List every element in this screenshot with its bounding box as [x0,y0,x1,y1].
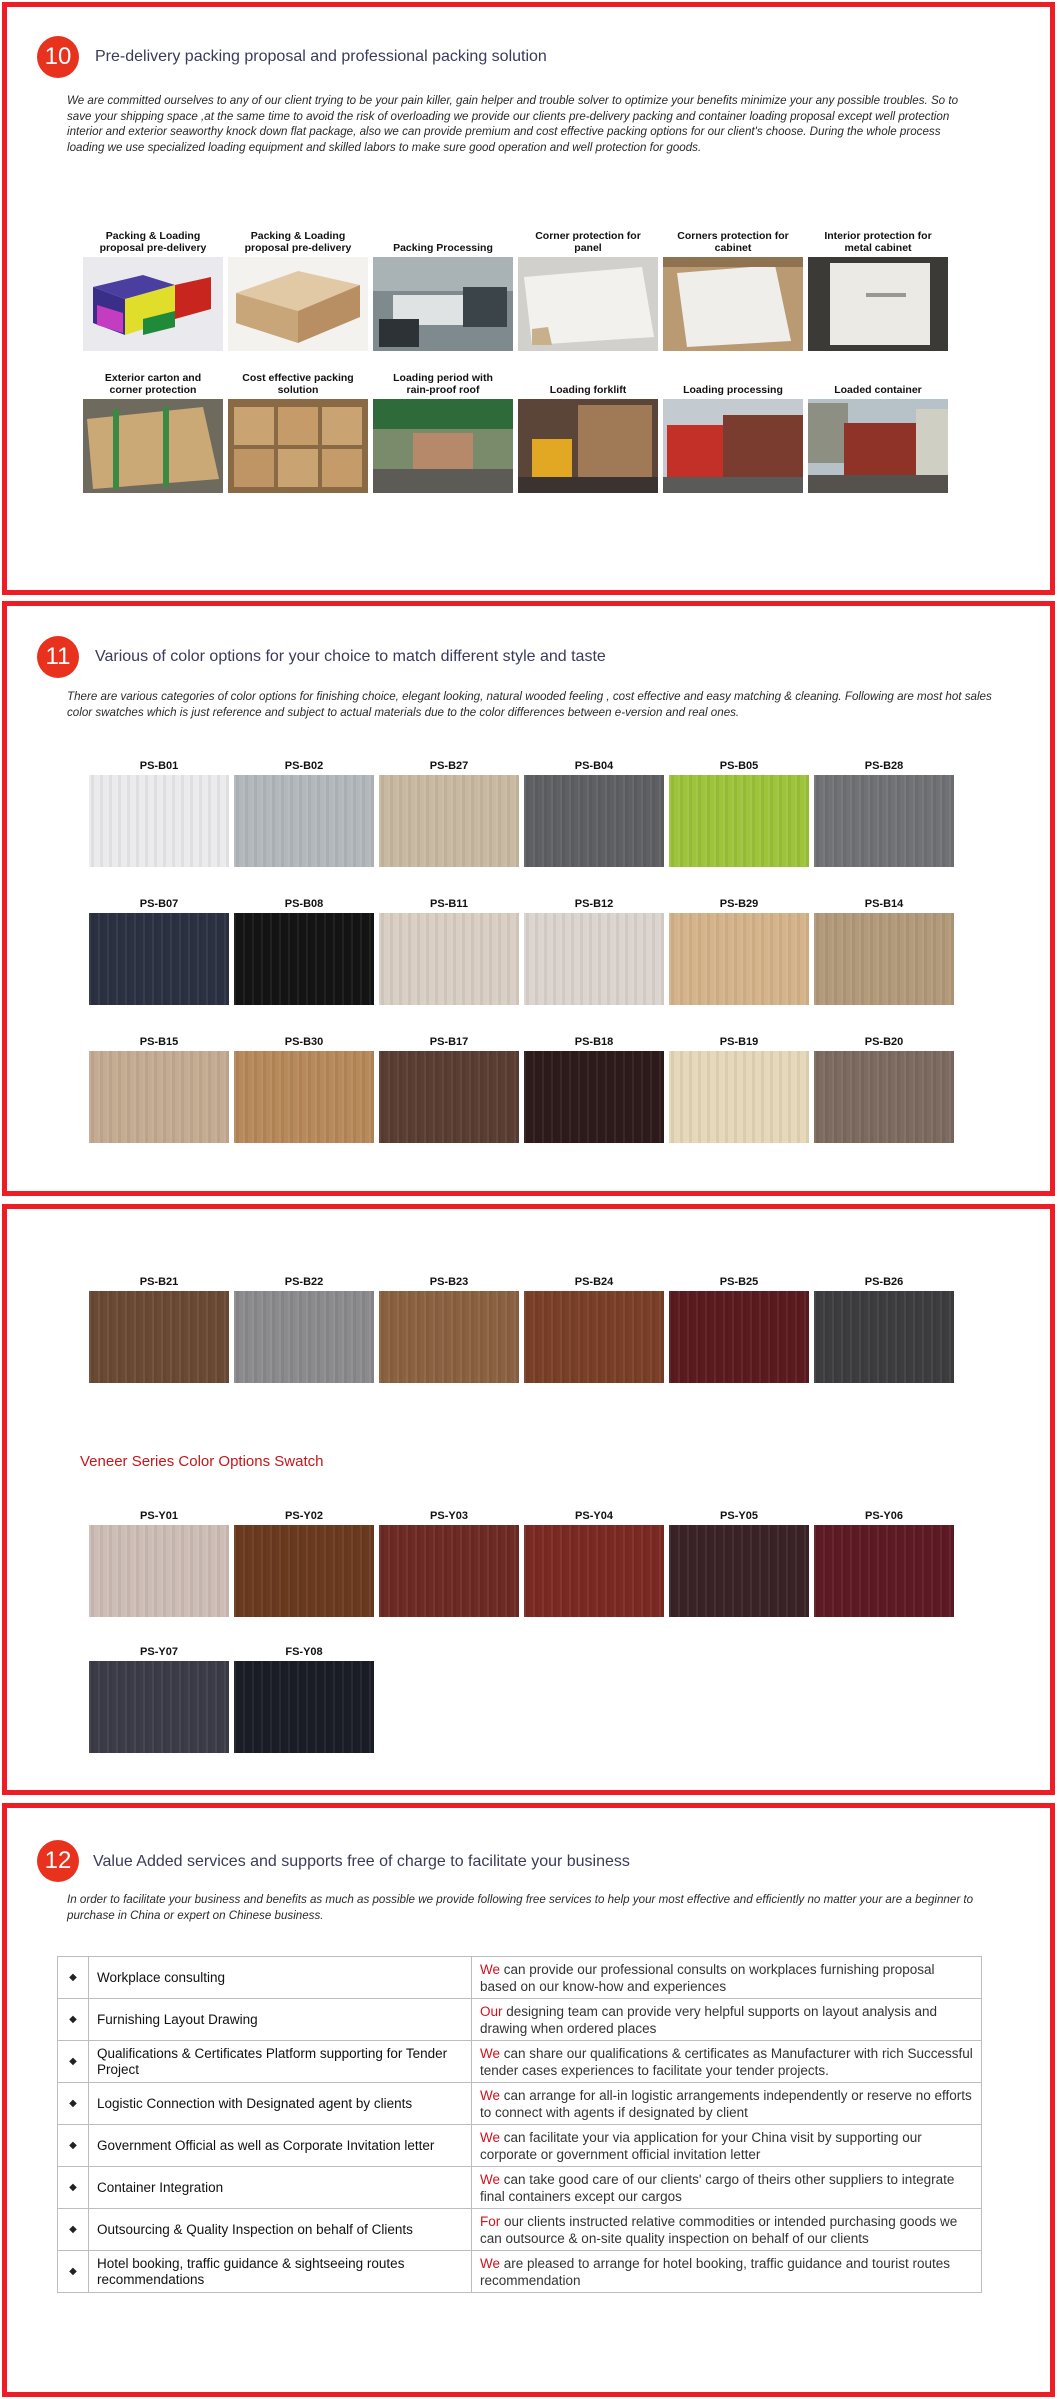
swatch-code-label: PS-B01 [139,760,179,772]
color-swatch [89,897,229,1005]
swatch-color-chip [89,1661,229,1753]
photo-tile [663,230,803,351]
swatch-code-label: PS-B19 [719,1036,759,1048]
color-swatch [89,759,229,867]
color-swatch [524,897,664,1005]
swatch-color-chip [379,1525,519,1617]
service-row [58,2083,982,2125]
swatch-color-chip [89,1291,229,1383]
swatch-color-chip [524,913,664,1005]
photo-tile [373,372,513,493]
service-description-text: can facilitate your via application for your China visit by supporting our corporate or government official invitation letter [480,2129,922,2162]
service-name: Qualifications & Certificates Platform supporting for Tender Project [89,2041,472,2083]
service-description-lead: We [480,2171,501,2187]
swatch-code-label: PS-B26 [864,1276,904,1288]
bullet-diamond-icon: ◆ [58,2251,89,2293]
service-description [472,2083,982,2125]
veneer-series-heading: Veneer Series Color Options Swatch [80,1453,324,1470]
color-swatch [234,759,374,867]
color-swatch [234,1275,374,1383]
swatch-code-label: PS-B18 [574,1036,614,1048]
photo-caption: Packing & Loading proposal pre-delivery [99,230,207,254]
services-table [57,1956,982,2293]
swatch-color-chip [234,775,374,867]
swatch-color-chip [379,913,519,1005]
color-swatch [379,1035,519,1143]
service-description-lead: We [480,2129,501,2145]
service-description-text: our clients instructed relative commodities or intended purchasing goods we can outsource & on-site quality inspection on behalf of our clients [480,2213,958,2246]
bullet-diamond-icon: ◆ [58,1999,89,2041]
swatch-color-chip [89,913,229,1005]
bullet-diamond-icon: ◆ [58,2167,89,2209]
swatch-color-chip [234,1525,374,1617]
packing-processing-image [373,257,513,351]
swatch-code-label: PS-B02 [284,760,324,772]
service-row [58,2209,982,2251]
color-swatch [89,1509,229,1617]
service-row [58,1999,982,2041]
service-description [472,1957,982,1999]
exterior-carton-image [83,399,223,493]
photo-tile [663,383,803,493]
service-description [472,2167,982,2209]
swatch-color-chip [234,1051,374,1143]
service-description [472,2251,982,2293]
color-swatch [379,897,519,1005]
photo-caption: Packing & Loading proposal pre-delivery [244,230,352,254]
service-row [58,1957,982,1999]
color-swatch [234,1509,374,1617]
service-description-text: designing team can provide very helpful supports on layout analysis and drawing when ordered places [480,2003,938,2036]
swatch-color-chip [669,775,809,867]
color-swatch [814,1275,954,1383]
swatch-color-chip [814,1525,954,1617]
swatch-code-label: PS-B20 [864,1036,904,1048]
color-swatch [669,1275,809,1383]
packing-proposal-cartons-image [228,257,368,351]
service-name: Government Official as well as Corporate Invitation letter [89,2125,472,2167]
swatch-color-chip [379,1051,519,1143]
color-swatch [89,1275,229,1383]
corner-protection-cabinet-image [663,257,803,351]
bullet-diamond-icon: ◆ [58,1957,89,1999]
swatch-code-label: PS-B25 [719,1276,759,1288]
swatch-code-label: PS-B05 [719,760,759,772]
photo-caption: Packing Processing [393,241,493,254]
swatch-color-chip [814,1291,954,1383]
loaded-container-image [808,399,948,493]
photo-tile [373,241,513,351]
photo-caption: Loaded container [834,383,922,396]
service-name: Furnishing Layout Drawing [89,1999,472,2041]
section-title: Various of color options for your choice to match different style and taste [95,648,606,665]
swatch-color-chip [234,913,374,1005]
swatch-code-label: PS-B17 [429,1036,469,1048]
swatch-color-chip [669,913,809,1005]
service-name: Workplace consulting [89,1957,472,1999]
service-description-lead: For [480,2213,501,2229]
swatch-color-chip [524,1525,664,1617]
bullet-diamond-icon: ◆ [58,2083,89,2125]
swatch-code-label: PS-B14 [864,898,904,910]
swatch-color-chip [379,775,519,867]
color-swatch [669,897,809,1005]
service-row [58,2125,982,2167]
service-description-lead: We [480,2087,501,2103]
swatch-code-label: PS-B12 [574,898,614,910]
service-description [472,2209,982,2251]
color-swatch [234,897,374,1005]
photo-tile [808,383,948,493]
loading-rain-proof-roof-image [373,399,513,493]
section-number-badge: 12 [37,1840,79,1882]
section-10-panel [2,2,1055,595]
photo-tile [228,230,368,351]
section-number-badge: 10 [37,36,79,78]
loading-processing-image [663,399,803,493]
swatch-code-label: PS-B15 [139,1036,179,1048]
color-swatch [379,1509,519,1617]
photo-tile [518,230,658,351]
service-row [58,2167,982,2209]
swatch-code-label: PS-Y04 [575,1510,613,1522]
service-description-text: can provide our professional consults on workplaces furnishing proposal based on our know-how and experiences [480,1961,935,1994]
photo-caption: Interior protection for metal cabinet [824,230,932,254]
service-name: Logistic Connection with Designated agent by clients [89,2083,472,2125]
swatch-code-label: PS-Y03 [430,1510,468,1522]
service-description-lead: We [480,2045,501,2061]
swatch-color-chip [814,775,954,867]
color-swatch [669,759,809,867]
color-swatch [524,1275,664,1383]
color-swatch [814,759,954,867]
photo-caption: Corner protection for panel [535,230,641,254]
section-intro: In order to facilitate your business and benefits as much as possible we provide following free services to help your most effective and efficiently no matter your are a beginner to purchase in China or expert on Chinese business. [67,1893,974,1922]
swatch-code-label: PS-Y02 [285,1510,323,1522]
photo-caption: Cost effective packing solution [242,372,354,396]
packing-proposal-3d-image [83,257,223,351]
swatch-color-chip [89,1051,229,1143]
color-swatch [524,1035,664,1143]
service-row [58,2251,982,2293]
swatch-code-label: PS-B22 [284,1276,324,1288]
service-description-text: can arrange for all-in logistic arrangements independently or reserve no efforts to connect with agents if designated by client [480,2087,972,2120]
photo-tile [518,383,658,493]
service-name: Container Integration [89,2167,472,2209]
swatch-code-label: PS-B24 [574,1276,614,1288]
loading-forklift-image [518,399,658,493]
service-description [472,2041,982,2083]
corner-protection-panel-image [518,257,658,351]
swatch-color-chip [669,1525,809,1617]
swatch-code-label: PS-B28 [864,760,904,772]
bullet-diamond-icon: ◆ [58,2209,89,2251]
service-description-lead: Our [480,2003,503,2019]
swatch-color-chip [234,1291,374,1383]
service-description [472,1999,982,2041]
interior-protection-metal-cabinet-image [808,257,948,351]
swatch-color-chip [89,775,229,867]
photo-caption: Corners protection for cabinet [677,230,789,254]
swatch-code-label: PS-Y01 [140,1510,178,1522]
swatch-color-chip [669,1291,809,1383]
bullet-diamond-icon: ◆ [58,2041,89,2083]
color-swatch [89,1035,229,1143]
color-swatch [669,1035,809,1143]
color-swatch [814,1509,954,1617]
swatch-code-label: PS-Y05 [720,1510,758,1522]
section-number-badge: 11 [37,636,79,678]
service-description-lead: We [480,2255,501,2271]
swatch-code-label: PS-Y06 [865,1510,903,1522]
swatch-color-chip [669,1051,809,1143]
service-description-lead: We [480,1961,501,1977]
cost-effective-packing-image [228,399,368,493]
color-swatch [524,1509,664,1617]
swatch-color-chip [89,1525,229,1617]
swatch-code-label: PS-B21 [139,1276,179,1288]
swatch-color-chip [814,913,954,1005]
bullet-diamond-icon: ◆ [58,2125,89,2167]
color-swatch [814,1035,954,1143]
swatch-code-label: PS-B04 [574,760,614,772]
service-name: Hotel booking, traffic guidance & sightseeing routes recommendations [89,2251,472,2293]
service-description-text: can take good care of our clients' cargo of theirs other suppliers to integrate final containers except our cargos [480,2171,955,2204]
swatch-code-label: PS-Y07 [140,1646,178,1658]
service-description [472,2125,982,2167]
photo-tile [808,230,948,351]
photo-caption: Loading forklift [549,383,627,396]
section-intro: There are various categories of color options for finishing choice, elegant looking, natural wooded feeling , cost effective and easy matching & cleaning. Following are most hot sales color swatches which is just reference and subject to actual materials due to the color differences between e-version and real ones. [67,690,992,719]
service-description-text: are pleased to arrange for hotel booking, traffic guidance and tourist routes recommendation [480,2255,951,2288]
color-swatch [234,1035,374,1143]
swatch-color-chip [234,1661,374,1753]
photo-caption: Exterior carton and corner protection [104,372,202,396]
swatch-color-chip [379,1291,519,1383]
color-swatch [524,759,664,867]
color-swatch [669,1509,809,1617]
swatch-code-label: PS-B29 [719,898,759,910]
color-swatch [814,897,954,1005]
color-swatch [379,759,519,867]
swatch-code-label: PS-B07 [139,898,179,910]
swatch-code-label: PS-B08 [284,898,324,910]
swatch-color-chip [524,775,664,867]
service-name: Outsourcing & Quality Inspection on behalf of Clients [89,2209,472,2251]
swatch-color-chip [814,1051,954,1143]
section-intro: We are committed ourselves to any of our client trying to be your pain killer, gain helper and trouble solver to optimize your benefits minimize your any possible troubles. So to save your shipping space ,at the same time to avoid the risk of overloading we provide our clients pre-delivery packing and container loading proposal except well protection interior and exterior seaworthy knock down flat package, also we can provide premium and cost effective packing options for our client's choose. During the whole process loading we use specialized loading equipment and skilled labors to make sure good operation and well protection for goods. [67,94,959,154]
swatch-code-label: PS-B11 [430,898,468,910]
section-title: Value Added services and supports free of charge to facilitate your business [93,1853,630,1870]
section-title: Pre-delivery packing proposal and professional packing solution [95,48,547,65]
swatch-code-label: PS-B27 [429,760,469,772]
photo-caption: Loading processing [683,383,783,396]
swatch-code-label: PS-B23 [429,1276,469,1288]
swatch-color-chip [524,1291,664,1383]
swatch-code-label: PS-B30 [284,1036,324,1048]
photo-caption: Loading period with rain-proof roof [393,372,493,396]
photo-tile [83,230,223,351]
swatch-color-chip [524,1051,664,1143]
service-description-text: can share our qualifications & certificates as Manufacturer with rich Successful tender cases experiences to facilitate your tender projects. [480,2045,973,2078]
swatch-code-label: FS-Y08 [285,1646,323,1658]
color-swatch [379,1275,519,1383]
photo-tile [228,372,368,493]
color-swatch [234,1645,374,1753]
color-swatch [89,1645,229,1753]
photo-tile [83,372,223,493]
service-row [58,2041,982,2083]
